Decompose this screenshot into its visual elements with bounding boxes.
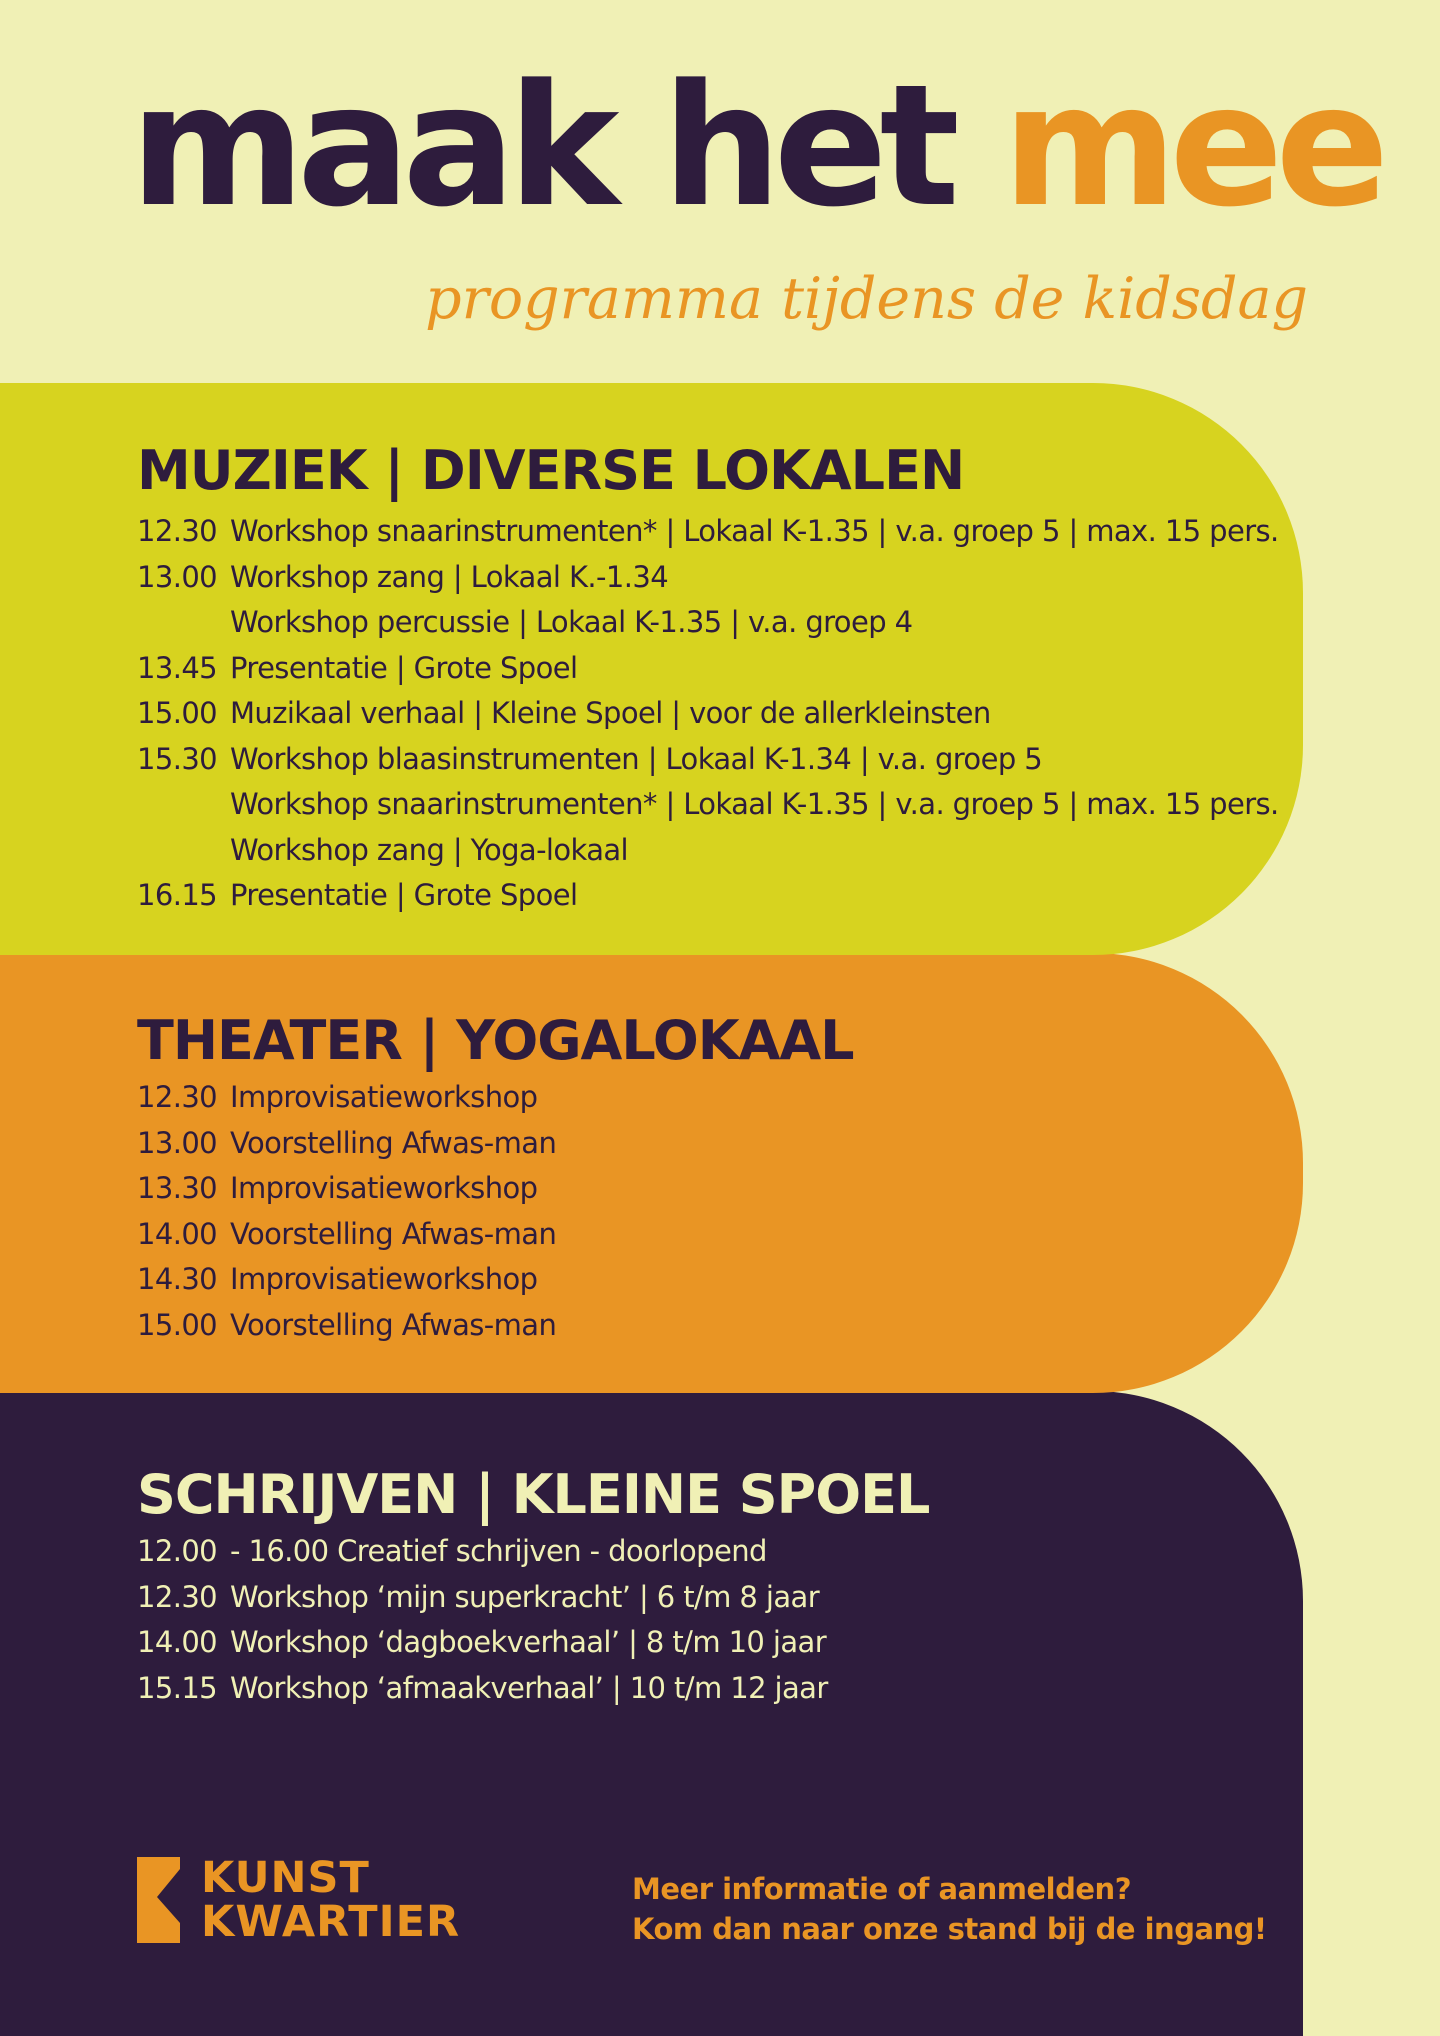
- schedule-row: [137, 1303, 556, 1349]
- schedule-row: [137, 1075, 556, 1121]
- schedule-row: [137, 1620, 828, 1666]
- row-text: Workshop zang | Yoga-lokaal: [230, 832, 629, 867]
- row-time: 16.15: [137, 878, 218, 912]
- row-time: 12.30: [137, 1080, 218, 1114]
- row-time: [137, 828, 230, 874]
- row-text: Voorstelling Afwas-man: [230, 1216, 557, 1251]
- schedule-list: [137, 1529, 828, 1711]
- row-text: Workshop blaasinstrumenten | Lokaal K-1.34 | v.a. groep 5: [230, 741, 1043, 776]
- row-time: 12.30: [137, 514, 218, 548]
- schedule-row: [137, 1212, 556, 1258]
- schedule-row: [137, 1575, 828, 1621]
- schedule-row: [137, 873, 1279, 919]
- schedule-row: [137, 1121, 556, 1167]
- schedule-row: [137, 1166, 556, 1212]
- schedule-row: [137, 782, 1279, 828]
- row-time: 15.30: [137, 741, 218, 776]
- row-time: 13.00: [137, 559, 218, 594]
- section-schrijven: [0, 1391, 1303, 2036]
- schedule-row: [137, 828, 1279, 874]
- row-text: Workshop snaarinstrumenten* | Lokaal K-1.35 | v.a. groep 5 | max. 15 pers.: [230, 787, 1279, 821]
- row-time: 13.45: [137, 650, 218, 685]
- row-text: Presentatie | Grote Spoel: [230, 878, 578, 912]
- schedule-row: [137, 555, 1279, 601]
- row-text: Improvisatieworkshop: [230, 1080, 538, 1114]
- info-line-2: Kom dan naar onze stand bij de ingang!: [632, 1912, 1267, 1946]
- row-time: 12.30: [137, 1579, 218, 1614]
- row-time: 12.00: [137, 1534, 218, 1568]
- kunstkwartier-logo: [137, 1853, 461, 1947]
- row-text: Improvisatieworkshop: [230, 1262, 538, 1296]
- row-time: 15.00: [137, 696, 218, 730]
- row-text: Workshop snaarinstrumenten* | Lokaal K-1.35 | v.a. groep 5 | max. 15 pers.: [230, 514, 1279, 548]
- row-time: 13.30: [137, 1171, 218, 1205]
- row-text: Workshop ‘mijn superkracht’ | 6 t/m 8 jaar: [230, 1579, 820, 1614]
- row-text: Voorstelling Afwas-man: [230, 1125, 557, 1160]
- row-text: Workshop ‘dagboekverhaal’ | 8 t/m 10 jaar: [230, 1625, 827, 1659]
- logo-line-2: KWARTIER: [201, 1897, 461, 1947]
- schedule-row: [137, 646, 1279, 692]
- schedule-row: [137, 1666, 828, 1712]
- section-title: SCHRIJVEN | KLEINE SPOEL: [137, 1463, 930, 1526]
- schedule-row: [137, 1257, 556, 1303]
- row-time: 15.00: [137, 1307, 218, 1342]
- row-text: Workshop zang | Lokaal K.-1.34: [230, 559, 669, 594]
- section-title: THEATER | YOGALOKAAL: [137, 1009, 854, 1072]
- info-line-1: Meer informatie of aanmelden?: [632, 1872, 1132, 1906]
- row-text: Muzikaal verhaal | Kleine Spoel | voor de allerkleinsten: [230, 696, 991, 730]
- row-time: 14.00: [137, 1216, 218, 1251]
- schedule-row: [137, 1529, 828, 1575]
- row-text: Workshop percussie | Lokaal K-1.35 | v.a. groep 4: [230, 605, 913, 639]
- row-text: Voorstelling Afwas-man: [230, 1307, 557, 1342]
- logo-line-1: KUNST: [201, 1853, 370, 1903]
- logo-text: [201, 1853, 461, 1947]
- row-time: 14.30: [137, 1262, 218, 1296]
- row-text: Presentatie | Grote Spoel: [230, 650, 578, 685]
- logo-mark-icon: [137, 1857, 180, 1943]
- row-text: Workshop ‘afmaakverhaal’ | 10 t/m 12 jaar: [230, 1670, 828, 1705]
- row-time: 13.00: [137, 1125, 218, 1160]
- row-text: - 16.00 Creatief schrijven - doorlopend: [230, 1534, 767, 1568]
- info-text: [632, 1869, 1267, 1949]
- poster-header: [0, 0, 1440, 380]
- title-main: maak het: [130, 48, 952, 244]
- section-muziek: [0, 383, 1303, 955]
- row-time: 14.00: [137, 1625, 218, 1659]
- row-time: 15.15: [137, 1670, 218, 1705]
- schedule-row: [137, 691, 1279, 737]
- title-accent: mee: [1002, 48, 1382, 244]
- schedule-row: [137, 600, 1279, 646]
- poster-title: [130, 48, 1382, 244]
- row-text: Improvisatieworkshop: [230, 1171, 538, 1205]
- schedule-row: [137, 509, 1279, 555]
- row-time: [137, 782, 230, 828]
- schedule-list: [137, 509, 1279, 919]
- section-theater: [0, 953, 1303, 1393]
- schedule-list: [137, 1075, 556, 1348]
- schedule-row: [137, 737, 1279, 783]
- row-time: [137, 600, 230, 646]
- section-title: MUZIEK | DIVERSE LOKALEN: [137, 439, 965, 502]
- poster-subtitle: programma tijdens de kidsdag: [425, 266, 1308, 332]
